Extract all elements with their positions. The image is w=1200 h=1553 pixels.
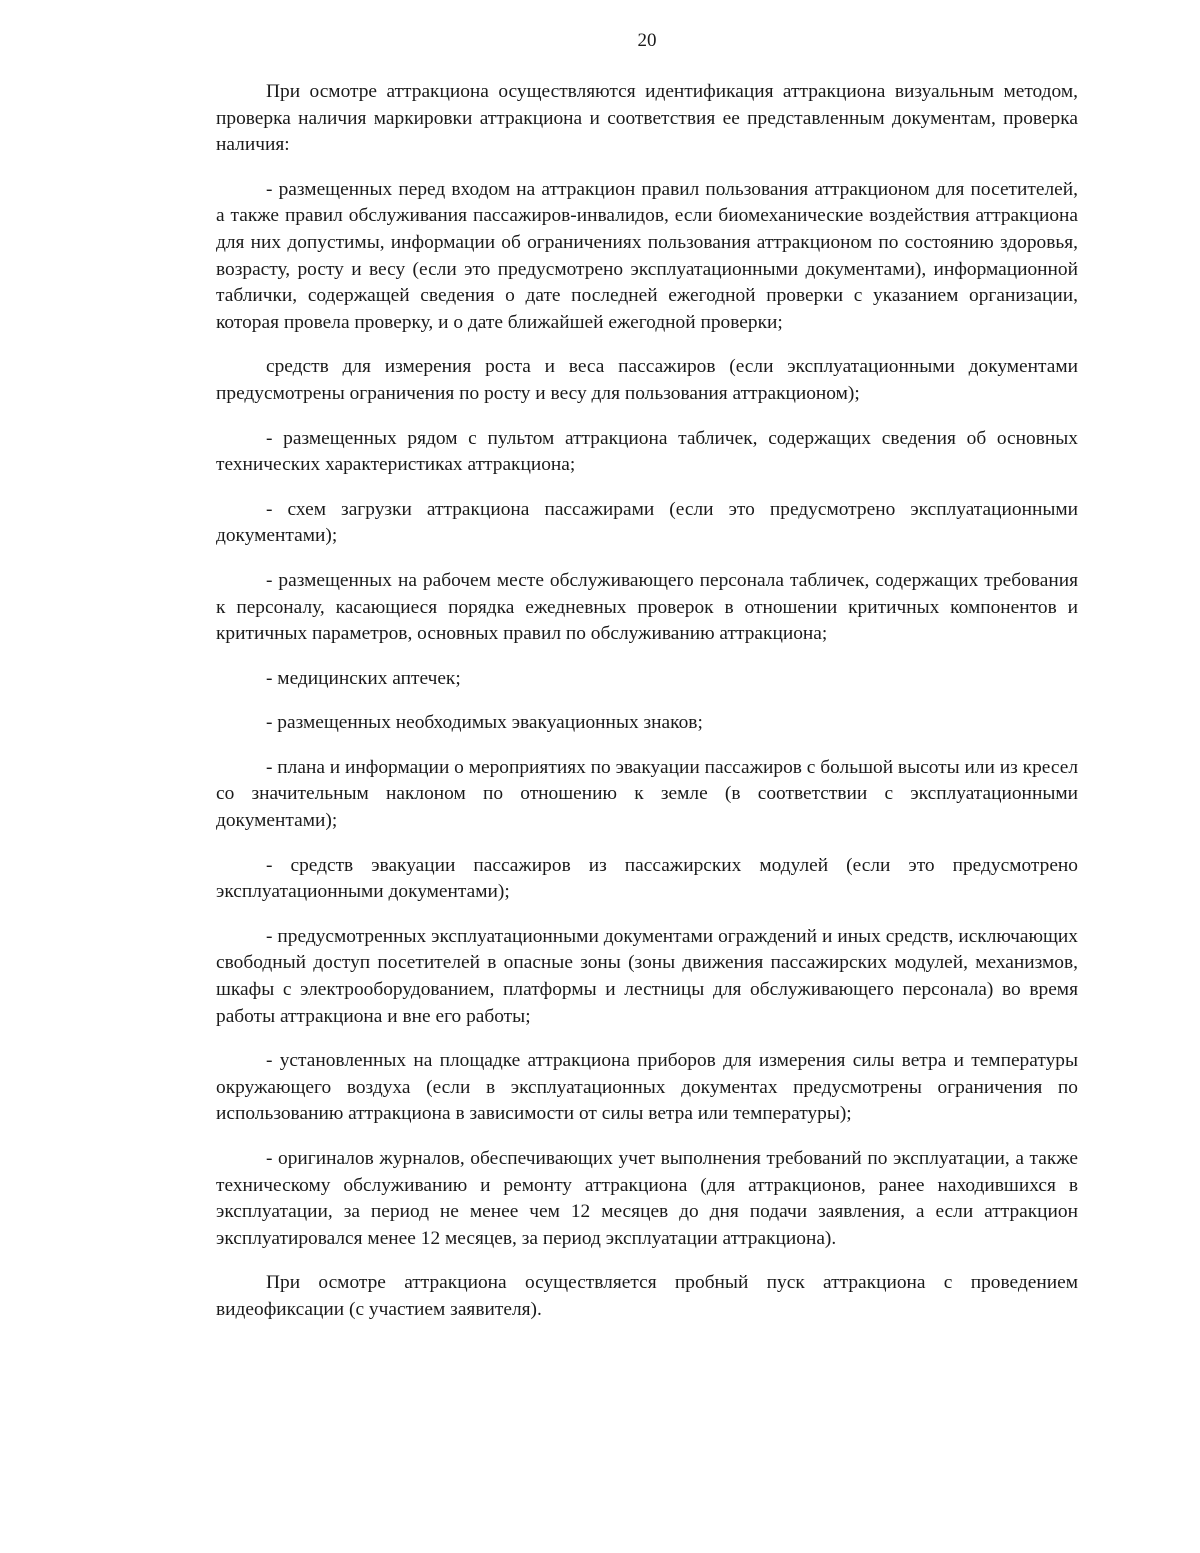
- list-item-loading-schemes: - схем загрузки аттракциона пассажирами (если это предусмотрено эксплуатационными документами);: [216, 498, 1078, 547]
- paragraph-trial-run: При осмотре аттракциона осуществляется пробный пуск аттракциона с проведением видеофиксации (с участием заявителя).: [216, 1272, 1078, 1320]
- list-item-logbooks: - оригиналов журналов, обеспечивающих учет выполнения требований по эксплуатации, а также техническому обслуживанию и ремонту аттракциона (для аттракционов, ранее находившихся в эксплуатации, за период не менее чем 12 месяцев до дня подачи заявления, а если аттракцион эксплуатировался менее 12 месяцев, за период эксплуатации аттракциона).: [216, 1148, 1078, 1249]
- list-item-measuring-means: средств для измерения роста и веса пассажиров (если эксплуатационными документами предусмотрены ограничения по росту и весу для пользования аттракционом);: [216, 356, 1078, 404]
- list-item-evacuation-means: - средств эвакуации пассажиров из пассажирских модулей (если это предусмотрено эксплуатационными документами);: [216, 854, 1078, 903]
- paragraph-intro: При осмотре аттракциона осуществляются идентификация аттракциона визуальным методом, проверка наличия маркировки аттракциона и соответствия ее представленным документам, проверка наличия:: [216, 81, 1078, 156]
- page-number: 20: [637, 30, 657, 51]
- list-item-control-panel-plates: - размещенных рядом с пультом аттракциона табличек, содержащих сведения об основных технических характеристиках аттракциона;: [216, 427, 1078, 476]
- list-item-evacuation-signs: - размещенных необходимых эвакуационных знаков;: [266, 712, 703, 734]
- list-item-first-aid-kits: - медицинских аптечек;: [266, 667, 461, 689]
- list-item-wind-instruments: - установленных на площадке аттракциона приборов для измерения силы ветра и температуры окружающего воздуха (если в эксплуатационных документах предусмотрены ограничения по использованию аттракциона в зависимости от силы ветра или температуры);: [216, 1050, 1078, 1125]
- list-item-evacuation-plan: - плана и информации о мероприятиях по эвакуации пассажиров с большой высоты или из кресел со значительным наклоном по отношению к земле (в соответствии с эксплуатационными документами);: [216, 756, 1078, 832]
- document-body: [216, 79, 1078, 1342]
- list-item-staff-plates: - размещенных на рабочем месте обслуживающего персонала табличек, содержащих требования к персоналу, касающиеся порядка ежедневных проверок в отношении критичных компонентов и критичных параметров, основных правил по обслуживанию аттракциона;: [216, 569, 1078, 645]
- list-item-fences: - предусмотренных эксплуатационными документами ограждений и иных средств, исключающих свободный доступ посетителей в опасные зоны (зоны движения пассажирских модулей, механизмов, шкафы с электрооборудованием, платформы и лестницы для обслуживающего персонала) во время работы аттракциона и вне его работы;: [216, 925, 1078, 1027]
- list-item-rules: - размещенных перед входом на аттракцион правил пользования аттракционом для посетителей, а также правил обслуживания пассажиров-инвалидов, если биомеханические воздействия аттракциона для них допустимы, информации об ограничениях пользования аттракционом по состоянию здоровья, возрасту, росту и весу (если это предусмотрено эксплуатационными документами), информационной таблички, содержащей сведения о дате последней ежегодной проверки с указанием организации, которая провела проверку, и о дате ближайшей ежегодной проверки;: [216, 178, 1078, 333]
